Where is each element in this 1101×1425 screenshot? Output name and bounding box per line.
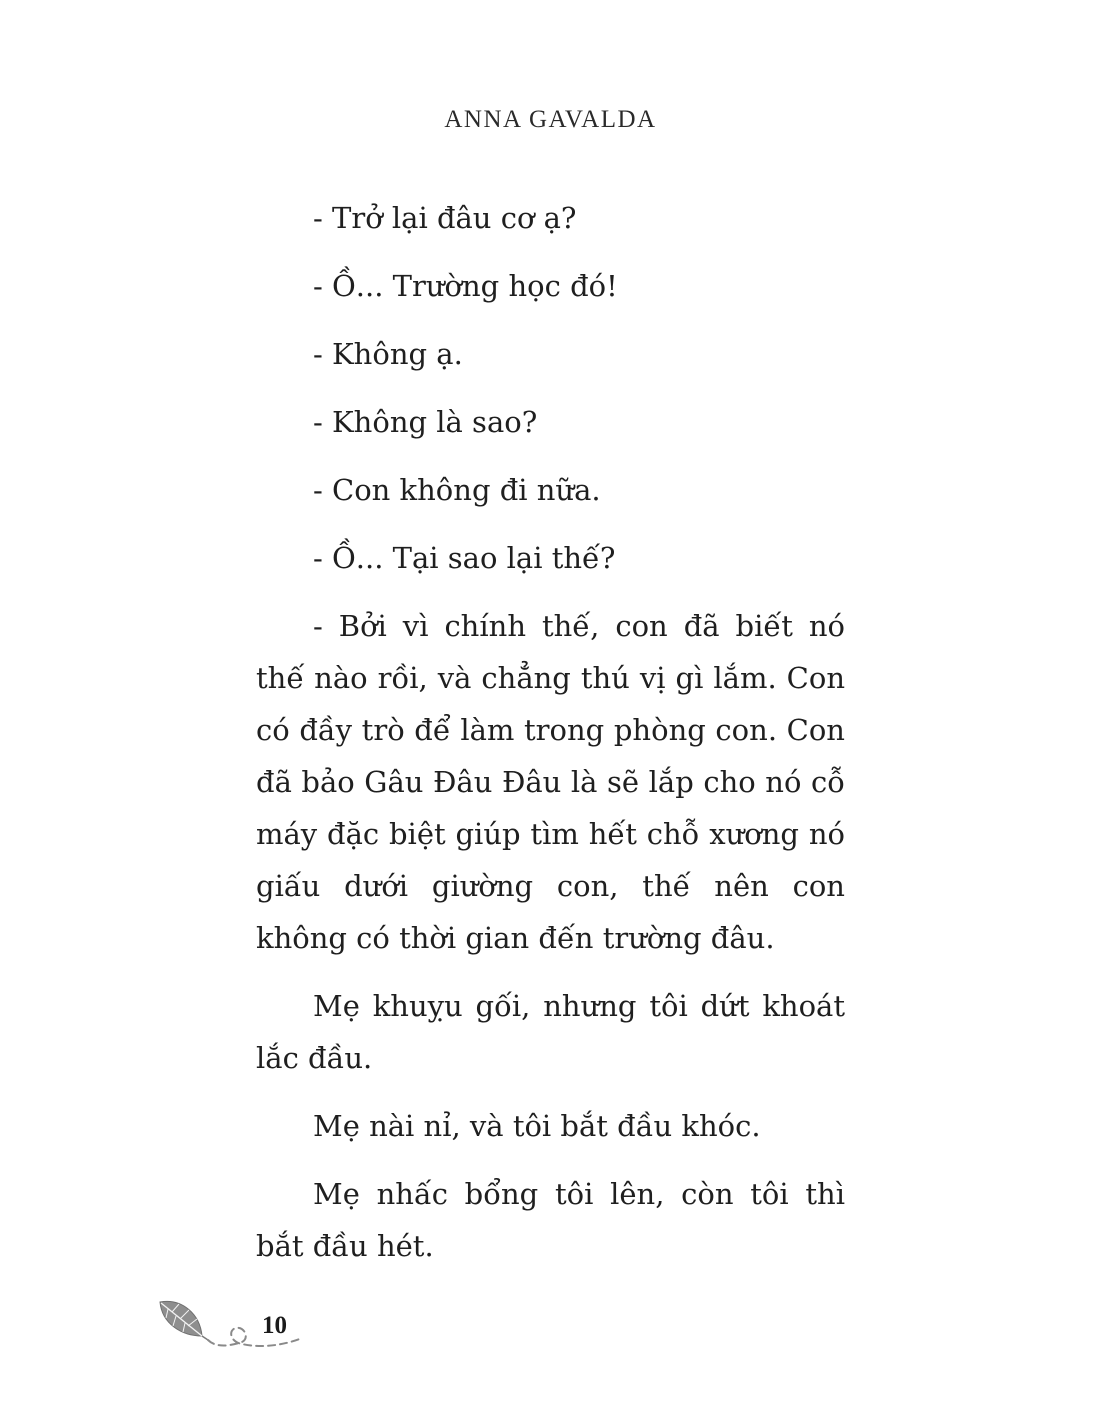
dialogue-line: - Không ạ.	[313, 337, 463, 371]
paragraph: Mẹ nài nỉ, và tôi bắt đầu khóc.	[313, 1109, 761, 1143]
page-footer	[152, 1296, 322, 1356]
dialogue-line: - Ồ... Tại sao lại thế?	[313, 541, 616, 575]
leaf-icon	[152, 1296, 322, 1356]
paragraph: Mẹ khuỵu gối, nhưng tôi dứt khoát lắc đầu.	[256, 989, 845, 1075]
paragraph: - Bởi vì chính thế, con đã biết nó thế nào rồi, và chẳng thú vị gì lắm. Con có đầy trò để làm trong phòng con. Con đã bảo Gâu Đâu Đâu là sẽ lắp cho nó cỗ máy đặc biệt giúp tìm hết chỗ xương nó giấu dưới giường con, thế nên con không có thời gian đến trường đâu.	[256, 609, 845, 955]
paragraph: Mẹ nhấc bổng tôi lên, còn tôi thì bắt đầu hét.	[256, 1177, 845, 1263]
dialogue-line: - Con không đi nữa.	[313, 473, 601, 507]
page-number: 10	[262, 1312, 287, 1339]
dialogue-line: - Ồ... Trường học đó!	[313, 269, 618, 303]
running-head-author: ANNA GAVALDA	[444, 106, 657, 133]
body-text	[256, 192, 845, 1288]
dialogue-line: - Trở lại đâu cơ ạ?	[313, 201, 577, 235]
dialogue-line: - Không là sao?	[313, 405, 538, 439]
